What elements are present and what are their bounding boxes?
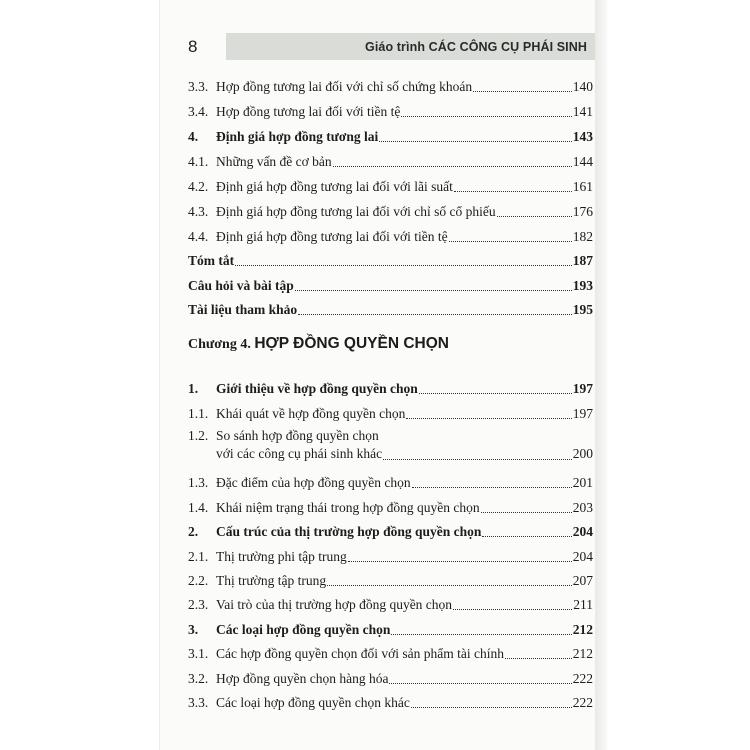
toc-entry	[188, 104, 593, 120]
dot-leader	[453, 609, 572, 610]
book-spine	[595, 0, 607, 750]
toc-entry	[188, 695, 593, 711]
dot-leader	[454, 191, 572, 192]
toc-entry	[188, 622, 593, 638]
toc-entry-number: 2.1.	[188, 549, 209, 564]
dot-leader	[295, 290, 572, 291]
toc-entry-page: 201	[572, 475, 593, 490]
dot-leader	[449, 241, 572, 242]
dot-leader	[327, 585, 572, 586]
toc-entry-title: Hợp đồng tương lai đối với tiền tệ	[216, 104, 401, 119]
toc-entry	[188, 302, 593, 318]
chapter-label: Chương 4.	[188, 337, 251, 352]
toc-entry-title: Hợp đồng tương lai đối với chỉ số chứng khoán	[216, 79, 473, 94]
toc-entry-number: 1.	[188, 381, 199, 396]
toc-entry-title: Định giá hợp đồng tương lai đối với chỉ số cổ phiếu	[216, 204, 496, 219]
toc-entry-number: 1.3.	[188, 475, 209, 490]
dot-leader	[419, 393, 572, 394]
toc-entry-title: Định giá hợp đồng tương lai	[216, 129, 379, 144]
dot-leader	[401, 116, 571, 117]
toc-entry	[188, 671, 593, 687]
toc-entry-number: 4.4.	[188, 229, 209, 244]
toc-entry-page: 143	[572, 129, 593, 144]
dot-leader	[505, 658, 572, 659]
toc-entry-title: Vai trò của thị trường hợp đồng quyền chọn	[216, 597, 453, 612]
toc-entry-title: Định giá hợp đồng tương lai đối với tiền tệ	[216, 229, 448, 244]
toc-entry-title: Hợp đồng quyền chọn hàng hóa	[216, 671, 389, 686]
toc-entry	[188, 229, 593, 245]
dot-leader	[333, 166, 572, 167]
toc-entry-number: 3.3.	[188, 79, 209, 94]
running-header	[188, 33, 595, 60]
book-title: Giáo trình CÁC CÔNG CỤ PHÁI SINH	[365, 39, 587, 54]
dot-leader	[383, 459, 572, 460]
toc-entry	[188, 129, 593, 145]
toc-entry-number: 3.2.	[188, 671, 209, 686]
toc-entry-title: Khái niệm trạng thái trong hợp đồng quyền chọn	[216, 500, 480, 515]
toc-entry-number: 2.2.	[188, 573, 209, 588]
toc-entry-number: 3.1.	[188, 646, 209, 661]
toc-entry	[188, 524, 593, 540]
toc-entry-page: 212	[572, 646, 593, 661]
toc-entry-title: Tài liệu tham khảo	[188, 302, 298, 317]
toc-entry-title: Các loại hợp đồng quyền chọn khác	[216, 695, 410, 710]
dot-leader	[406, 418, 571, 419]
dot-leader	[235, 265, 572, 266]
toc-entry	[188, 154, 593, 170]
dot-leader	[411, 707, 572, 708]
dot-leader	[412, 487, 572, 488]
toc-entry-page: 182	[572, 229, 593, 244]
toc-entry	[188, 646, 593, 662]
toc-entry	[188, 179, 593, 195]
toc-entry-page: 204	[572, 524, 593, 539]
toc-entry-page: 187	[572, 253, 593, 268]
toc-entry-title: Tóm tắt	[188, 253, 235, 268]
toc-entry-page: 222	[572, 671, 593, 686]
toc-entry-page: 197	[572, 381, 593, 396]
toc-entry-page: 193	[572, 278, 593, 293]
toc-entry-number: 4.	[188, 129, 199, 144]
toc-entry	[188, 573, 593, 589]
toc-entry	[188, 597, 593, 613]
page-number: 8	[188, 36, 198, 56]
toc-entry-page: 141	[572, 104, 593, 119]
dot-leader	[379, 141, 572, 142]
toc-entry-page: 212	[572, 622, 593, 637]
toc-entry-number: 1.4.	[188, 500, 209, 515]
toc-entry-page: 176	[572, 204, 593, 219]
toc-entry-number: 1.2.	[188, 428, 209, 443]
toc-entry-page: 140	[572, 79, 593, 94]
toc-entry-page: 204	[572, 549, 593, 564]
toc-entry-title: Giới thiệu về hợp đồng quyền chọn	[216, 381, 418, 396]
toc-entry-title: Những vấn đề cơ bản	[216, 154, 332, 169]
toc-entry-number: 2.	[188, 524, 199, 539]
toc-entry-title: Đặc điểm của hợp đồng quyền chọn	[216, 475, 411, 490]
toc-entry-title: Thị trường phi tập trung	[216, 549, 347, 564]
toc-entry-number: 2.3.	[188, 597, 209, 612]
toc-entry-number: 4.2.	[188, 179, 209, 194]
toc-entry-page: 200	[572, 446, 593, 461]
toc-entry-title-line2-row	[188, 445, 593, 463]
toc-entry-title: Khái quát về hợp đồng quyền chọn	[216, 406, 406, 421]
toc-entry-title: Định giá hợp đồng tương lai đối với lãi suất	[216, 179, 453, 194]
toc-entry-number: 3.4.	[188, 104, 209, 119]
toc-entry	[188, 381, 593, 397]
toc-entry-number: 3.3.	[188, 695, 209, 710]
toc-entry	[188, 204, 593, 220]
toc-entry	[188, 406, 593, 422]
toc-entry-number: 1.1.	[188, 406, 209, 421]
header-bar	[226, 33, 595, 60]
toc-entry-page: 207	[572, 573, 593, 588]
toc-entry	[188, 475, 593, 491]
toc-entry-page: 161	[572, 179, 593, 194]
toc-entry	[188, 427, 593, 463]
toc-entry-title: Thị trường tập trung	[216, 573, 327, 588]
toc-entry-number: 3.	[188, 622, 199, 637]
toc-entry	[188, 549, 593, 565]
dot-leader	[482, 536, 571, 537]
toc-entry-page: 222	[572, 695, 593, 710]
dot-leader	[391, 634, 571, 635]
dot-leader	[473, 91, 572, 92]
toc-entry-title: Câu hỏi và bài tập	[188, 278, 294, 293]
toc-entry-page: 195	[572, 302, 593, 317]
toc-entry-page: 211	[573, 597, 593, 612]
dot-leader	[389, 683, 571, 684]
toc-entry	[188, 253, 593, 269]
dot-leader	[348, 561, 572, 562]
toc-entry-title: Các hợp đồng quyền chọn đối với sản phẩm tài chính	[216, 646, 504, 661]
toc-entry	[188, 79, 593, 95]
toc-entry-page: 203	[572, 500, 593, 515]
toc-entry-title: Cấu trúc của thị trường hợp đồng quyền chọn	[216, 524, 482, 539]
toc-entry-page: 144	[572, 154, 593, 169]
toc-entry-number: 4.3.	[188, 204, 209, 219]
toc-entry-page: 197	[572, 406, 593, 421]
dot-leader	[481, 512, 572, 513]
toc-entry	[188, 500, 593, 516]
toc-entry-title-line1: So sánh hợp đồng quyền chọn	[216, 428, 379, 443]
dot-leader	[298, 314, 572, 315]
toc-entry	[188, 278, 593, 294]
toc-entry-number: 4.1.	[188, 154, 209, 169]
chapter-heading	[188, 335, 449, 353]
toc-entry-title: Các loại hợp đồng quyền chọn	[216, 622, 391, 637]
dot-leader	[497, 216, 572, 217]
toc-entry-title-line2: với các công cụ phái sinh khác	[216, 446, 383, 461]
chapter-title: HỢP ĐỒNG QUYỀN CHỌN	[254, 335, 449, 352]
